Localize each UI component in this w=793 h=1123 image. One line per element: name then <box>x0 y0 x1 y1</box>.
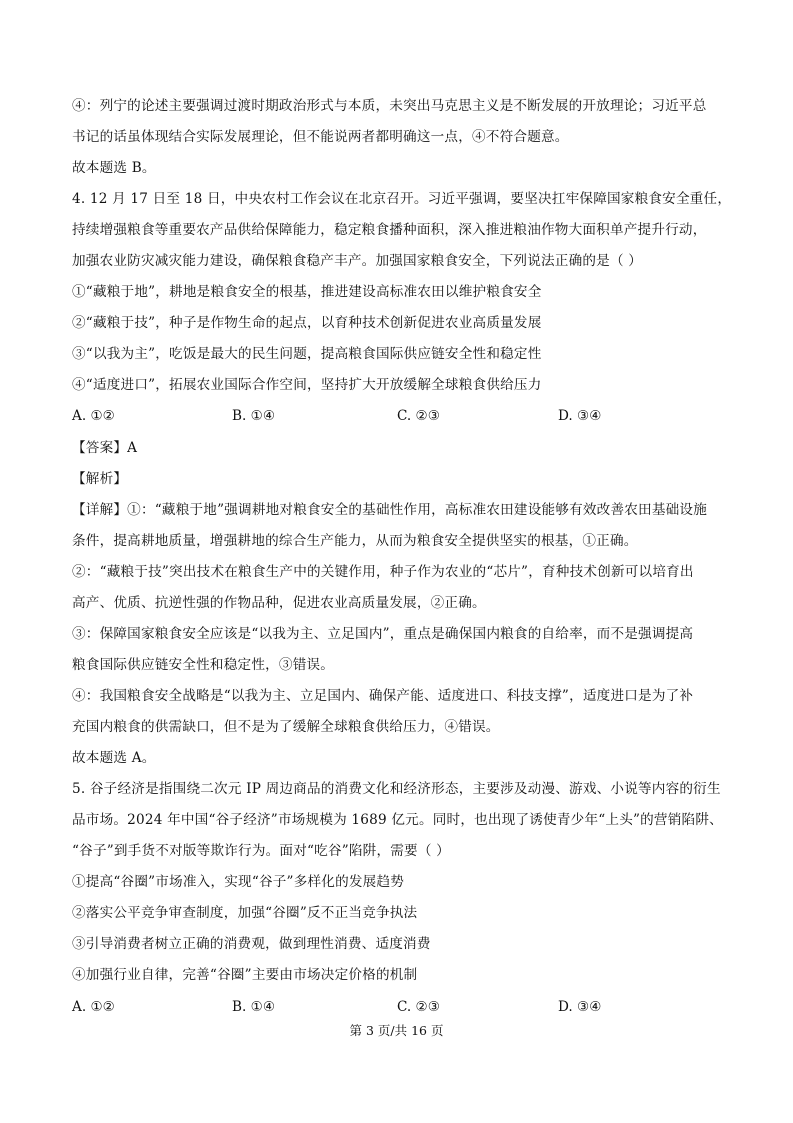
page-footer: 第 3 页/共 16 页 <box>349 1023 444 1038</box>
text-line: ④：我国粮食安全战略是“以我为主、立足国内、确保产能、适度进口、科技支撑”，适度进口是为了补 <box>72 688 694 704</box>
q4-option-c: C. ②③ <box>397 408 440 424</box>
text-line: ③：保障国家粮食安全应该是“以我为主、立足国内”，重点是确保国内粮食的自给率，而不是强调提高 <box>72 626 694 642</box>
text-line: 4. 12 月 17 日至 18 日，中央农村工作会议在北京召开。习近平强调，要坚决扛牢保障国家粮食安全重任， <box>72 191 732 207</box>
q5-option-c: C. ②③ <box>397 999 440 1015</box>
text-line: ②落实公平竞争审查制度，加强“谷圈”反不正当竞争执法 <box>72 905 418 921</box>
text-line: 持续增强粮食等重要农产品供给保障能力，稳定粮食播种面积，深入推进粮油作物大面积单产提升行动， <box>72 222 707 238</box>
q5-option-b: B. ①④ <box>232 999 276 1015</box>
text-line: “谷子”到手货不对版等欺诈行为。面对“吃谷”陷阱，需要（ ） <box>72 843 450 859</box>
text-line: 粮食国际供应链安全性和稳定性，③错误。 <box>72 657 335 673</box>
text-line: 加强农业防灾减灾能力建设，确保粮食稳产丰产。加强国家粮食安全，下列说法正确的是（ ） <box>72 253 643 269</box>
text-line: 【解析】 <box>72 471 128 487</box>
text-line: ②“藏粮于技”，种子是作物生命的起点，以育种技术创新促进农业高质量发展 <box>72 315 542 331</box>
text-line: ①提高“谷圈”市场准入，实现“谷子”多样化的发展趋势 <box>72 874 405 890</box>
text-line: ④加强行业自律，完善“谷圈”主要由市场决定价格的机制 <box>72 967 418 983</box>
q5-options <box>72 998 732 1016</box>
text-line: ④：列宁的论述主要强调过渡时期政治形式与本质，未突出马克思主义是不断发展的开放理论；习近平总 <box>72 98 707 114</box>
text-line: ④“适度进口”，拓展农业国际合作空间，坚持扩大开放缓解全球粮食供给压力 <box>72 377 542 393</box>
text-line: 【答案】A <box>72 440 138 456</box>
text-line: ②：“藏粮于技”突出技术在粮食生产中的关键作用，种子作为农业的“芯片”，育种技术创新可以培育出 <box>72 564 694 580</box>
text-line: 故本题选 B。 <box>72 160 156 176</box>
q4-option-b: B. ①④ <box>232 408 276 424</box>
text-line: ①“藏粮于地”，耕地是粮食安全的根基，推进建设高标准农田以维护粮食安全 <box>72 284 542 300</box>
text-line: 5. 谷子经济是指围绕二次元 IP 周边商品的消费文化和经济形态，主要涉及动漫、游戏、小说等内容的衍生 <box>72 781 721 797</box>
text-line: 书记的话虽体现结合实际发展理论，但不能说两者都明确这一点，④不符合题意。 <box>72 129 569 145</box>
q4-option-a: A. ①② <box>72 408 115 424</box>
text-line: 充国内粮食的供需缺口，但不是为了缓解全球粮食供给压力，④错误。 <box>72 719 500 735</box>
q4-option-d: D. ③④ <box>558 408 602 424</box>
text-line: ③引导消费者树立正确的消费观，做到理性消费、适度消费 <box>72 936 431 952</box>
q5-option-a: A. ①② <box>72 999 115 1015</box>
text-line: 品市场。2024 年中国“谷子经济”市场规模为 1689 亿元。同时，也出现了诱使青少年“上头”的营销陷阱、 <box>72 812 723 828</box>
text-line: ③“以我为主”，吃饭是最大的民生问题，提高粮食国际供应链安全性和稳定性 <box>72 346 542 362</box>
q4-options <box>72 407 732 425</box>
text-line: 高产、优质、抗逆性强的作物品种，促进农业高质量发展，②正确。 <box>72 595 486 611</box>
q5-option-d: D. ③④ <box>558 999 602 1015</box>
text-line: 条件，提高耕地质量，增强耕地的综合生产能力，从而为粮食安全提供坚实的根基，①正确。 <box>72 533 638 549</box>
text-line: 故本题选 A。 <box>72 750 156 766</box>
text-line: 【详解】①：“藏粮于地”强调耕地对粮食安全的基础性作用，高标准农田建设能够有效改善农田基础设施 <box>72 502 708 518</box>
